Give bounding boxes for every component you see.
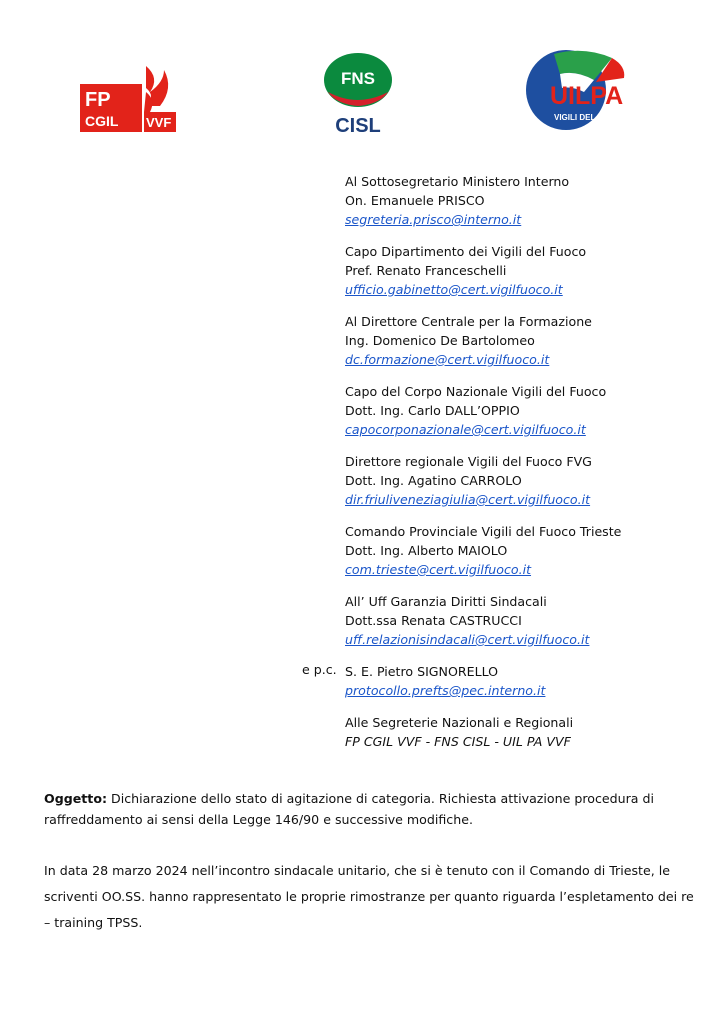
recipient-7 <box>345 592 715 649</box>
uilpa-text: UILPA <box>550 82 624 110</box>
recipient-segreterie <box>345 713 715 751</box>
recipient-email-link[interactable]: dc.formazione@cert.vigilfuoco.it <box>345 352 550 367</box>
epc-label: e p.c. <box>302 662 337 677</box>
fp-cgil-line1: FP <box>85 89 111 111</box>
recipient-email-link[interactable]: segreteria.prisco@interno.it <box>345 212 522 227</box>
recipient-3 <box>345 312 715 369</box>
recipient-5 <box>345 452 715 509</box>
recipient-4 <box>345 382 715 439</box>
recipient-title: Capo del Corpo Nazionale Vigili del Fuoco <box>345 384 607 399</box>
subject-label: Oggetto: <box>44 791 108 806</box>
segreterie-title: Alle Segreterie Nazionali e Regionali <box>345 715 574 730</box>
recipient-6 <box>345 522 715 579</box>
recipients-list <box>345 172 715 764</box>
segreterie-unions: FP CGIL VVF - FNS CISL - UIL PA VVF <box>345 734 571 749</box>
recipient-email-link[interactable]: uff.relazionisindacali@cert.vigilfuoco.it <box>345 632 590 647</box>
epc-name: S. E. Pietro SIGNORELLO <box>345 664 499 679</box>
recipient-email-link[interactable]: dir.friuliveneziagiulia@cert.vigilfuoco.it <box>345 492 591 507</box>
recipient-email-link[interactable]: capocorponazionale@cert.vigilfuoco.it <box>345 422 586 437</box>
recipient-epc <box>345 662 715 700</box>
recipient-title: Al Sottosegretario Ministero Interno <box>345 174 570 189</box>
recipient-name: Dott. Ing. Carlo DALL’OPPIO <box>345 403 520 418</box>
subject-paragraph <box>44 788 684 830</box>
fns-cisl-logo <box>320 52 396 136</box>
recipient-title: Direttore regionale Vigili del Fuoco FVG <box>345 454 592 469</box>
recipient-title: Al Direttore Centrale per la Formazione <box>345 314 592 329</box>
fns-text: FNS <box>341 69 375 88</box>
recipient-name: Ing. Domenico De Bartolomeo <box>345 333 535 348</box>
recipient-name: Dott. Ing. Agatino CARROLO <box>345 473 522 488</box>
fp-cgil-line3: VVF <box>146 115 172 130</box>
recipient-title: Comando Provinciale Vigili del Fuoco Trieste <box>345 524 622 539</box>
fp-cgil-line2: CGIL <box>85 113 119 129</box>
recipient-1 <box>345 172 715 229</box>
recipient-email-link[interactable]: ufficio.gabinetto@cert.vigilfuoco.it <box>345 282 563 297</box>
recipient-name: On. Emanuele PRISCO <box>345 193 485 208</box>
recipient-2 <box>345 242 715 299</box>
cisl-text: CISL <box>335 115 381 136</box>
uilpa-sub-text: VIGILI DEL FUOCO <box>554 113 627 122</box>
recipient-name: Dott. Ing. Alberto MAIOLO <box>345 543 508 558</box>
epc-email-link[interactable]: protocollo.prefts@pec.interno.it <box>345 683 546 698</box>
recipient-title: All’ Uff Garanzia Diritti Sindacali <box>345 594 547 609</box>
recipient-email-link[interactable]: com.trieste@cert.vigilfuoco.it <box>345 562 532 577</box>
recipient-name: Pref. Renato Franceschelli <box>345 263 507 278</box>
subject-text: Dichiarazione dello stato di agitazione di categoria. Richiesta attivazione procedura di raffreddamento ai sensi della Legge 146/90 e successive modifiche. <box>44 791 654 827</box>
uilpa-vvf-logo <box>524 44 636 134</box>
body-paragraph: In data 28 marzo 2024 nell’incontro sindacale unitario, che si è tenuto con il Comando di Trieste, le scriventi OO.SS. hanno rappresentato le proprie rimostranze per quanto riguarda l’espletamento dei re – training TPSS. <box>44 863 694 930</box>
fp-cgil-vvf-logo <box>80 62 176 134</box>
recipient-name: Dott.ssa Renata CASTRUCCI <box>345 613 522 628</box>
recipient-title: Capo Dipartimento dei Vigili del Fuoco <box>345 244 587 259</box>
